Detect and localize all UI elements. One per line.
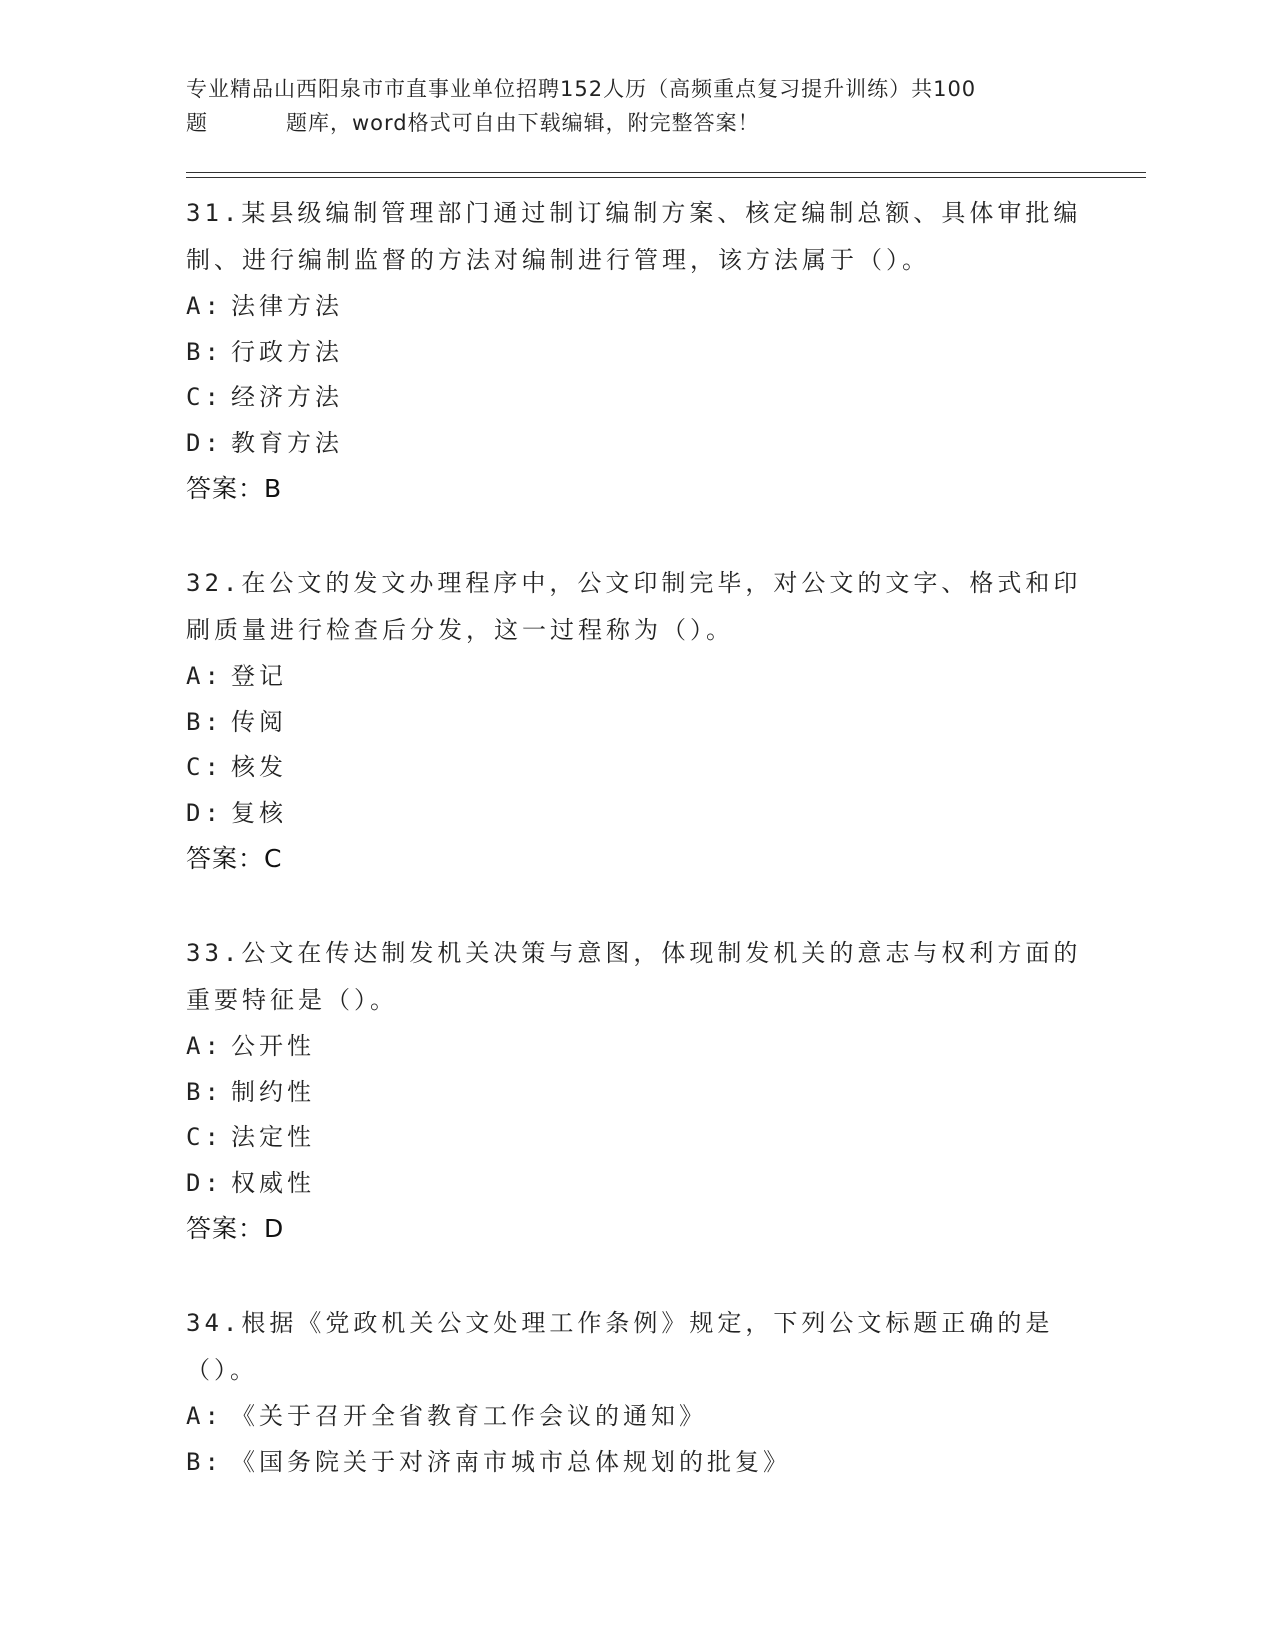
answer-line: 答案：B xyxy=(186,474,283,503)
option-b xyxy=(186,1440,1086,1486)
option-a xyxy=(186,284,1086,330)
option-d xyxy=(186,421,1086,467)
option-letter: C: xyxy=(186,753,223,781)
option-letter: D: xyxy=(186,798,223,827)
option-text: 公开性 xyxy=(231,1032,315,1060)
option-text: 权威性 xyxy=(231,1168,315,1197)
option-text: 核发 xyxy=(231,753,287,781)
document-header xyxy=(186,72,1086,140)
option-text: 行政方法 xyxy=(231,337,343,366)
header-subtitle-prefix: 题 xyxy=(186,111,208,135)
option-b xyxy=(186,330,1086,376)
option-letter: A: xyxy=(186,1402,223,1430)
option-text: 《关于召开全省教育工作会议的通知》 xyxy=(231,1402,707,1430)
option-text: 登记 xyxy=(231,662,287,690)
option-text: 法律方法 xyxy=(231,292,343,320)
option-d xyxy=(186,791,1086,837)
option-letter: C: xyxy=(186,1123,223,1151)
header-divider-bottom xyxy=(186,177,1146,178)
option-a xyxy=(186,1394,1086,1440)
option-letter: C: xyxy=(186,383,223,411)
option-text: 法定性 xyxy=(231,1123,315,1151)
option-letter: A: xyxy=(186,662,223,690)
option-letter: B: xyxy=(186,1447,223,1476)
question-32 xyxy=(186,560,1086,882)
question-list xyxy=(186,190,1086,1533)
option-letter: B: xyxy=(186,1077,223,1106)
option-letter: B: xyxy=(186,707,223,736)
option-letter: A: xyxy=(186,1032,223,1060)
question-stem: 33.公文在传达制发机关决策与意图，体现制发机关的意志与权利方面的重要特征是（）。 xyxy=(186,939,1082,1014)
option-letter: D: xyxy=(186,1168,223,1197)
question-stem: 34.根据《党政机关公文处理工作条例》规定，下列公文标题正确的是（）。 xyxy=(186,1309,1054,1384)
question-34 xyxy=(186,1300,1086,1485)
option-c xyxy=(186,745,1086,791)
option-c xyxy=(186,375,1086,421)
header-subtitle-text: 题库，word格式可自由下载编辑，附完整答案！ xyxy=(286,111,760,135)
option-d xyxy=(186,1161,1086,1207)
question-33 xyxy=(186,930,1086,1252)
question-31 xyxy=(186,190,1086,512)
question-stem: 32.在公文的发文办理程序中，公文印制完毕，对公文的文字、格式和印刷质量进行检查后分发，这一过程称为（）。 xyxy=(186,569,1082,644)
option-text: 教育方法 xyxy=(231,428,343,457)
option-text: 传阅 xyxy=(231,707,287,736)
option-b xyxy=(186,700,1086,746)
answer-line: 答案：C xyxy=(186,844,283,873)
answer-line: 答案：D xyxy=(186,1214,285,1243)
option-text: 复核 xyxy=(231,798,287,827)
header-divider-top xyxy=(186,172,1146,173)
option-letter: D: xyxy=(186,428,223,457)
option-a xyxy=(186,654,1086,700)
option-letter: A: xyxy=(186,292,223,320)
option-c xyxy=(186,1115,1086,1161)
header-title-line: 专业精品山西阳泉市市直事业单位招聘152人历（高频重点复习提升训练）共100 xyxy=(186,77,977,101)
option-text: 经济方法 xyxy=(231,383,343,411)
option-a xyxy=(186,1024,1086,1070)
option-text: 制约性 xyxy=(231,1077,315,1106)
option-b xyxy=(186,1070,1086,1116)
question-stem: 31.某县级编制管理部门通过制订编制方案、核定编制总额、具体审批编制、进行编制监督的方法对编制进行管理，该方法属于（）。 xyxy=(186,199,1082,274)
option-letter: B: xyxy=(186,337,223,366)
header-subtitle-line xyxy=(186,106,1086,140)
option-text: 《国务院关于对济南市城市总体规划的批复》 xyxy=(231,1447,791,1476)
